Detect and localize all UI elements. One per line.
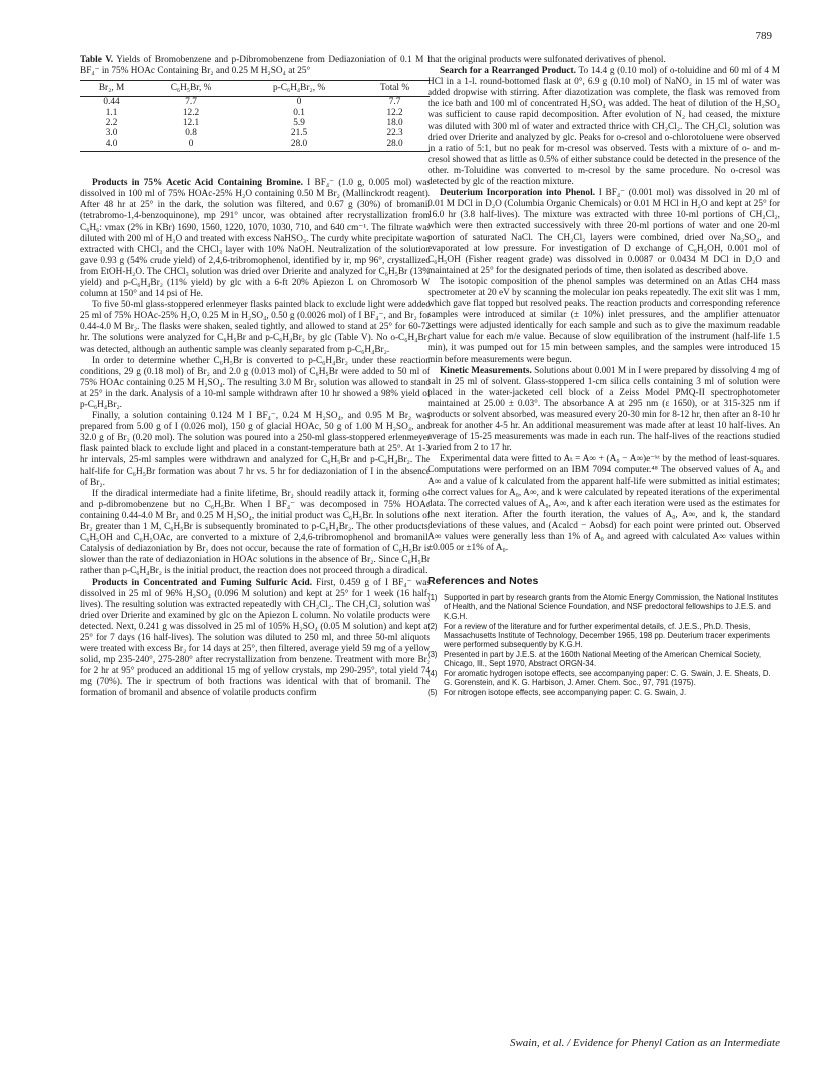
reference-item — [428, 622, 780, 649]
table-row — [80, 128, 430, 138]
table-cell: 12.2 — [386, 107, 403, 118]
table-cell: 5.9 — [293, 117, 305, 128]
paragraph — [428, 66, 780, 188]
reference-number: (2) — [428, 621, 438, 631]
paragraph — [80, 578, 430, 700]
paragraph-text: I BF₄⁻ (0.001 mol) was dissolved in 20 ml of 0.01 M DCl in D₂O (Columbia Organic Chemicals) or 0.01 M HCl in H₂O and kept at 25° for 16.0 hr (3.8 half-lives). The mixture was extracted with three 10-ml portions of CH₂Cl₂, which were then extracted successively with three 20-ml portions of water and one 20-ml portion of saturated NaCl. The CH₂Cl₂ layers were combined, dried over Na₂SO₄, and evaporated at low pressure. For investigation of D exchange of C₆H₅OH, 0.001 mol of C₆H₅OH (Fisher reagent grade) was dissolved in 0.0087 or 0.0434 M DCl in D₂O and maintained at 25° for the designated periods of time, then isolated as described above. — [428, 188, 780, 276]
paragraph-text: Solutions about 0.001 M in I were prepared by dissolving 4 mg of salt in 25 ml of solvent. Glass-stoppered 1-cm silica cells containing 3 ml of solution were placed in the water-jacketed cell block of a Zeiss Model PMQ-II spectrophotometer maintained at 25.00 ± 0.03°. The absorbance A at 295 nm (ε 1650), or at 315-325 nm if products or solvent absorbed, was measured every 20-30 min for 8-12 hr, then after an 8-10 hr break for another 4-5 hr. An additional measurement was made after at least 10 half-lives. An average of 15-25 measurements was made in each run. The half-lives of the reactions studied varied from 2 to 17 hr. — [428, 365, 781, 454]
paragraph — [80, 411, 430, 489]
table-cell: 0.44 — [103, 97, 120, 108]
table-cell: 7.7 — [388, 97, 401, 108]
table-cell: 3.0 — [105, 128, 118, 139]
reference-text: For nitrogen isotope effects, see accompanying paper: C. G. Swain, J. — [444, 688, 687, 698]
reference-number: (1) — [428, 593, 438, 603]
paragraph — [80, 489, 430, 578]
paragraph-text: Finally, a solution containing 0.124 M I BF₄⁻, 0.24 M H₂SO₄, and 0.95 M Br₂ was prepared from 5.00 g of I (0.026 mol), 150 g of glacial HOAc, 50 g of 1.00 M H₂SO₄, and 32.0 g of Br₂ (0.20 mol). The solution was poured into a 250-ml glass-stoppered erlenmeyer flask painted black to exclude light and placed in a constant-temperature bath at 25°. At 1-3 hr intervals, 25-ml samples were withdrawn and analyzed for C₆H₅Br and p-C₆H₄Br₂. The half-life for C₆H₅Br formation was about 7 hr vs. 5 hr for dediazoniation of I in the absence of Br₂. — [80, 411, 430, 488]
table-header-row — [80, 81, 430, 97]
table-header-cell: Total % — [359, 81, 430, 97]
left-column — [80, 55, 430, 700]
paragraph — [428, 366, 780, 455]
paragraph — [80, 300, 430, 355]
paragraph-text: First, 0.459 g of I BF₄⁻ was dissolved in 25 ml of 96% H₂SO₄ (0.096 M solution) and kept at 25° for 1 week (16 half-lives). The resulting solution was extracted repeatedly with CH₂Cl₂. The CH₂Cl₂ solution was dried over Drierite and examined by glc on the Apiezon L column. No volatile products were detected. Next, 0.241 g was dissolved in 25 ml of 105% H₂SO₄ (0.05 M solution) and kept at 25° for 7 days (16 half-lives). The solution was diluted to 250 ml, and three 50-ml aliquots were treated with excess Br₂ for 14 days at 25°, then filtered, average yield 59 mg of a yellow solid, mp 235-240°, 275-280° after recrystallization from benzene. Treatment with more Br₂ for 2 hr at 95° produced an additional 15 mg of yellow crystals, mp 290-295°, total yield 74 mg (70%). The ir spectrum of both fractions was identical with that of bromanil. The formation of bromanil and absence of volatile products confirm — [80, 577, 430, 699]
table-header-cell: C₆H₅Br, % — [143, 81, 239, 97]
right-column — [428, 55, 780, 698]
references-heading: References and Notes — [428, 575, 539, 588]
table-caption-label: Table V. — [80, 55, 114, 65]
paragraph — [428, 55, 780, 66]
paragraph — [428, 277, 780, 366]
table-cell: 22.3 — [386, 128, 403, 139]
table-row — [80, 118, 430, 128]
reference-number: (3) — [428, 649, 438, 659]
reference-item — [428, 650, 780, 668]
reference-item — [428, 669, 780, 687]
paragraph — [428, 454, 780, 554]
reference-item — [428, 688, 780, 697]
table-cell: 0 — [296, 97, 302, 108]
paragraph-text: I BF₄⁻ (1.0 g, 0.005 mol) was dissolved in 100 ml of 75% HOAc-25% H₂O containing 0.50 M Br₂ (Mallinckrodt reagent). After 48 hr at 25° in the dark, the solution was filtered, and 0.67 g (30%) of bromanil (tetrabromo-1,4-benzoquinone), mp 291° uncor, was obtained after recrystallization from C₆H₆: νmax (2% in KBr) 1690, 1560, 1220, 1070, 1030, 710, and 640 cm⁻¹. The filtrate was diluted with 200 ml of H₂O and treated with excess NaHSO₃. The curdy white precipitate was extracted with CHCl₃ and the CHCl₃ layer with 10% NaOH. Neutralization of the solution gave 0.93 g (54% crude yield) of 2,4,6-tribromophenol, identified by ir, mp 96°, crystallized from EtOH-H₂O. The CHCl₃ solution was dried over Drierite and analyzed for C₆H₅Br (13% yield) and p-C₆H₄Br₂ (11% yield) by glc with a 6-ft 20% Apiezon L on Chromosorb W column at 150° and 14 psi of He. — [80, 178, 430, 300]
table-cell: 7.7 — [185, 97, 197, 108]
table-cell: 12.1 — [182, 117, 200, 128]
table-caption — [80, 55, 430, 77]
table-cell: 21.5 — [290, 128, 308, 139]
table-cell: 1.1 — [105, 107, 118, 118]
paragraph-text: If the diradical intermediate had a finite lifetime, Br₂ should readily attack it, forming o- and p-dibromobenzene but no C₆H₅Br. When I BF₄⁻ was decomposed in 75% HOAc containing 0.44-4.0 M Br₂ and 0.25 M H₂SO₄, the initial product was C₆H₅Br. In solutions of Br₂ greater than 1 M, C₆H₅Br is subsequently brominated to p-C₆H₄Br₂. The other products, C₆H₅OH and C₆H₅OAc, are converted to a mixture of 2,4,6-tribromophenol and bromanil. Catalysis of dediazoniation by Br₂ does not occur, because the rate of formation of C₆H₅Br is slower than the rate of dediazoniation in HOAc solutions in the absence of Br₂. Since C₆H₅Br rather than p-C₆H₄Br₂ is the initial product, the reaction does not proceed through a diradical. — [80, 488, 430, 577]
reference-text: For a review of the literature and for further experimental details, cf. J.E.S., Ph.D. Thesis, Massachusetts Institute of Technology, December 1965, 198 pp. Deuterium tracer experiments were performed subsequently by K.G.H. — [444, 621, 771, 649]
table-caption-text: Yields of Bromobenzene and p-Dibromobenzene from Dediazoniation of 0.1 M I BF₄⁻ in 75% HOAc Containing Br₂ and 0.25 M H₂SO₄ at 25° — [80, 55, 431, 76]
table-cell: 0 — [143, 139, 239, 152]
yields-table — [80, 80, 430, 152]
reference-number: (5) — [428, 688, 438, 698]
paragraph-heading: Products in 75% Acetic Acid Containing Bromine. — [92, 178, 303, 189]
reference-text: For aromatic hydrogen isotope effects, see accompanying paper: C. G. Swain, J. E. Sheats, D. G. Gorenstein, and K. G. Harbison, J. Amer. Chem. Soc., 97, 791 (1975). — [444, 669, 771, 688]
table-header-cell: p-C₆H₄Br₂, % — [239, 81, 359, 97]
table-cell: 2.2 — [105, 117, 118, 128]
paragraph-heading: Deuterium Incorporation into Phenol. — [440, 188, 595, 199]
table-cell: 28.0 — [359, 139, 430, 152]
paragraph-text: Experimental data were fitted to Aₜ = A∞ + (A₀ − A∞)e⁻ᵏᵗ by the method of least-squares. Computations were performed on an IBM 7094 computer.⁴⁸ The observed values of A₀ and A∞ and a value of k calculated from the apparent half-life were submitted as initial estimates; the correct values for A₀, A∞, and k were calculated by repeated iterations of the experimental data. The corrected values of A₀, A∞, and k after each iteration were used as the estimates for the next iteration. After the fourth iteration, the values of A₀, A∞, and k, the standard deviations of these values, and (Acalcd − Aobsd) for each point were printed out. Observed A∞ values were generally less than 1% of A₀ and agreed with calculated A∞ values within ±0.005 or ±1% of A₀. — [428, 454, 780, 554]
table-header-cell: Br₂, M — [80, 81, 143, 97]
table-cell: 0.8 — [185, 128, 197, 139]
paragraph-text: that the original products were sulfonated derivatives of phenol. — [428, 55, 666, 65]
reference-item — [428, 593, 780, 620]
table-row — [80, 97, 430, 108]
table-cell: 0.1 — [293, 107, 305, 118]
table-cell: 18.0 — [386, 117, 403, 128]
paragraph-text: In order to determine whether C₆H₅Br is converted to p-C₆H₄Br₂ under these reaction conditions, 29 g (0.18 mol) of Br₂ and 2.0 g (0.013 mol) of C₆H₅Br were added to 50 ml of 75% HOAc containing 0.25 M H₂SO₄. The resulting 3.0 M Br₂ solution was allowed to stand at 25° in the dark. Analysis of a 10-ml sample withdrawn after 10 hr showed a 98% yield of p-C₆H₄Br₂. — [80, 355, 430, 410]
paragraph — [80, 356, 430, 411]
reference-text: Presented in part by J.E.S. at the 160th National Meeting of the American Chemical Society, Chicago, Ill., Sept 1970, Abstract ORGN-34. — [444, 649, 762, 668]
reference-number: (4) — [428, 669, 438, 679]
running-footer: Swain, et al. / Evidence for Phenyl Cation as an Intermediate — [509, 1037, 780, 1049]
paragraph-heading: Kinetic Measurements. — [440, 365, 532, 376]
references-list — [428, 593, 780, 697]
paragraph-text: The isotopic composition of the phenol samples was determined on an Atlas CH4 mass spectrometer at 20 eV by scanning the molecular ion peaks repeatedly. The exit slit was 1 mm, which gave flat topped but resolved peaks. The reaction products and corresponding reference samples were introduced at similar (± 10%) inlet pressures, and the amplifier attenuator settings were adjusted identically for each sample and such as to give the maximum readable chart value for each m/e value. Because of slow equilibration of the instrument (half-life 1.5 min), it was pumped out for 15 min between samples, and the samples were introduced 15 min before measurements were begun. — [428, 276, 780, 365]
paragraph-text: To five 50-ml glass-stoppered erlenmeyer flasks painted black to exclude light were added 25 ml of 75% HOAc-25% H₂O, 0.25 M in H₂SO₄, 0.50 g (0.0026 mol) of I BF₄⁻, and Br₂ for 0.44-4.0 M Br₂. The flasks were shaken, sealed tightly, and allowed to stand at 25° for 60-72 hr. The solutions were analyzed for C₆H₅Br and p-C₆H₄Br₂ by glc (Table V). No o-C₆H₄Br₂ was detected, although an authentic sample was cleanly separated from p-C₆H₄Br₂. — [80, 300, 430, 355]
table-cell: 12.2 — [182, 107, 200, 118]
paragraph-heading: Products in Concentrated and Fuming Sulfuric Acid. — [92, 577, 313, 588]
reference-text: Supported in part by research grants from the Atomic Energy Commission, the National Institutes of Health, and the National Science Foundation, and NSF predoctoral fellowships to J.E.S. and K.G.H. — [444, 593, 779, 621]
table-cell: 28.0 — [239, 139, 359, 152]
paragraph-text: To 14.4 g (0.10 mol) of o-toluidine and 60 ml of 4 M HCl in a 1-l. round-bottomed flask at 0°, 6.9 g (0.10 mol) of NaNO₂ in 15 ml of water was added dropwise with stirring. After diazotization was complete, the flask was removed from the ice bath and 100 ml of concentrated H₂SO₄ was added. The heat of dilution of the H₂SO₄ was sufficient to cause rapid decomposition. After evolution of N₂ had ceased, the mixture was diluted with 300 ml of water and extracted thrice with CH₂Cl₂. The CH₂Cl₂ solution was dried over Drierite and analyzed by glc. Peaks for o-cresol and o-chlorotoluene were observed in a ratio of 5:1, but no peak for m-cresol was observed. Tests with a mixture of o- and m-cresol showed that as little as 0.5% of either substance could be detected in the presence of the other. m-Toluidine was converted to m-cresol by the same procedure. No o-cresol was detected by glc of the reaction mixture. — [428, 66, 780, 188]
table-cell: 4.0 — [80, 139, 143, 152]
page-number: 789 — [755, 30, 772, 42]
paragraph-heading: Search for a Rearranged Product. — [440, 66, 576, 77]
paragraph — [428, 188, 780, 277]
table-row — [80, 139, 430, 152]
table-row — [80, 108, 430, 118]
paragraph — [80, 178, 430, 300]
